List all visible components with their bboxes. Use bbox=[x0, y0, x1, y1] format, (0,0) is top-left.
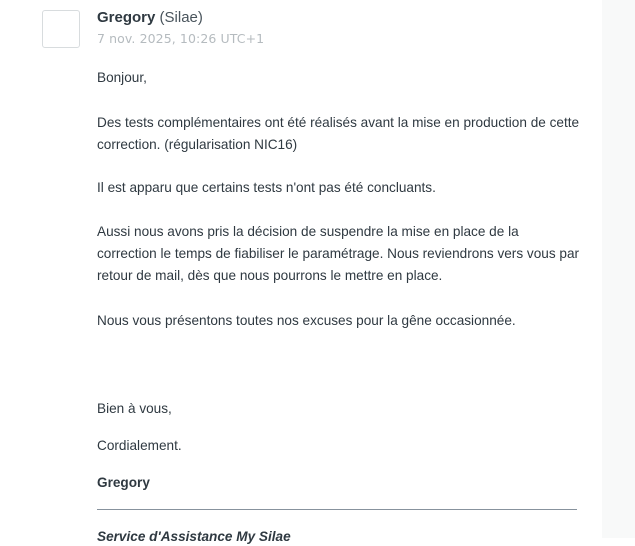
author-line bbox=[97, 8, 264, 28]
service-line: Service d'Assistance My Silae bbox=[97, 529, 291, 544]
comment-header bbox=[97, 8, 264, 46]
avatar[interactable] bbox=[42, 10, 80, 48]
signature-divider bbox=[97, 509, 577, 510]
paragraph: Nous vous présentons toutes nos excuses pour la gêne occasionnée. bbox=[97, 313, 516, 328]
comment-timestamp: 7 nov. 2025, 10:26 UTC+1 bbox=[97, 31, 265, 46]
right-gutter bbox=[602, 0, 635, 538]
paragraph: Il est apparu que certains tests n'ont pas été concluants. bbox=[97, 180, 436, 195]
paragraph: Aussi nous avons pris la décision de suspendre la mise en place de la correction le temps de fiabiliser le paramétrage. Nous reviendrons vers vous par retour de mail, dès que nous pourrons le mettre en place. bbox=[97, 224, 580, 283]
greeting: Bonjour, bbox=[97, 70, 147, 85]
author-organization: (Silae) bbox=[159, 9, 203, 26]
paragraph: Des tests complémentaires ont été réalisés avant la mise en production de cette correction. (régularisation NIC16) bbox=[97, 115, 580, 152]
closing: Bien à vous, bbox=[97, 401, 172, 416]
author-name[interactable]: Gregory bbox=[97, 9, 156, 26]
signature-name: Gregory bbox=[97, 475, 150, 490]
regards: Cordialement. bbox=[97, 438, 182, 453]
